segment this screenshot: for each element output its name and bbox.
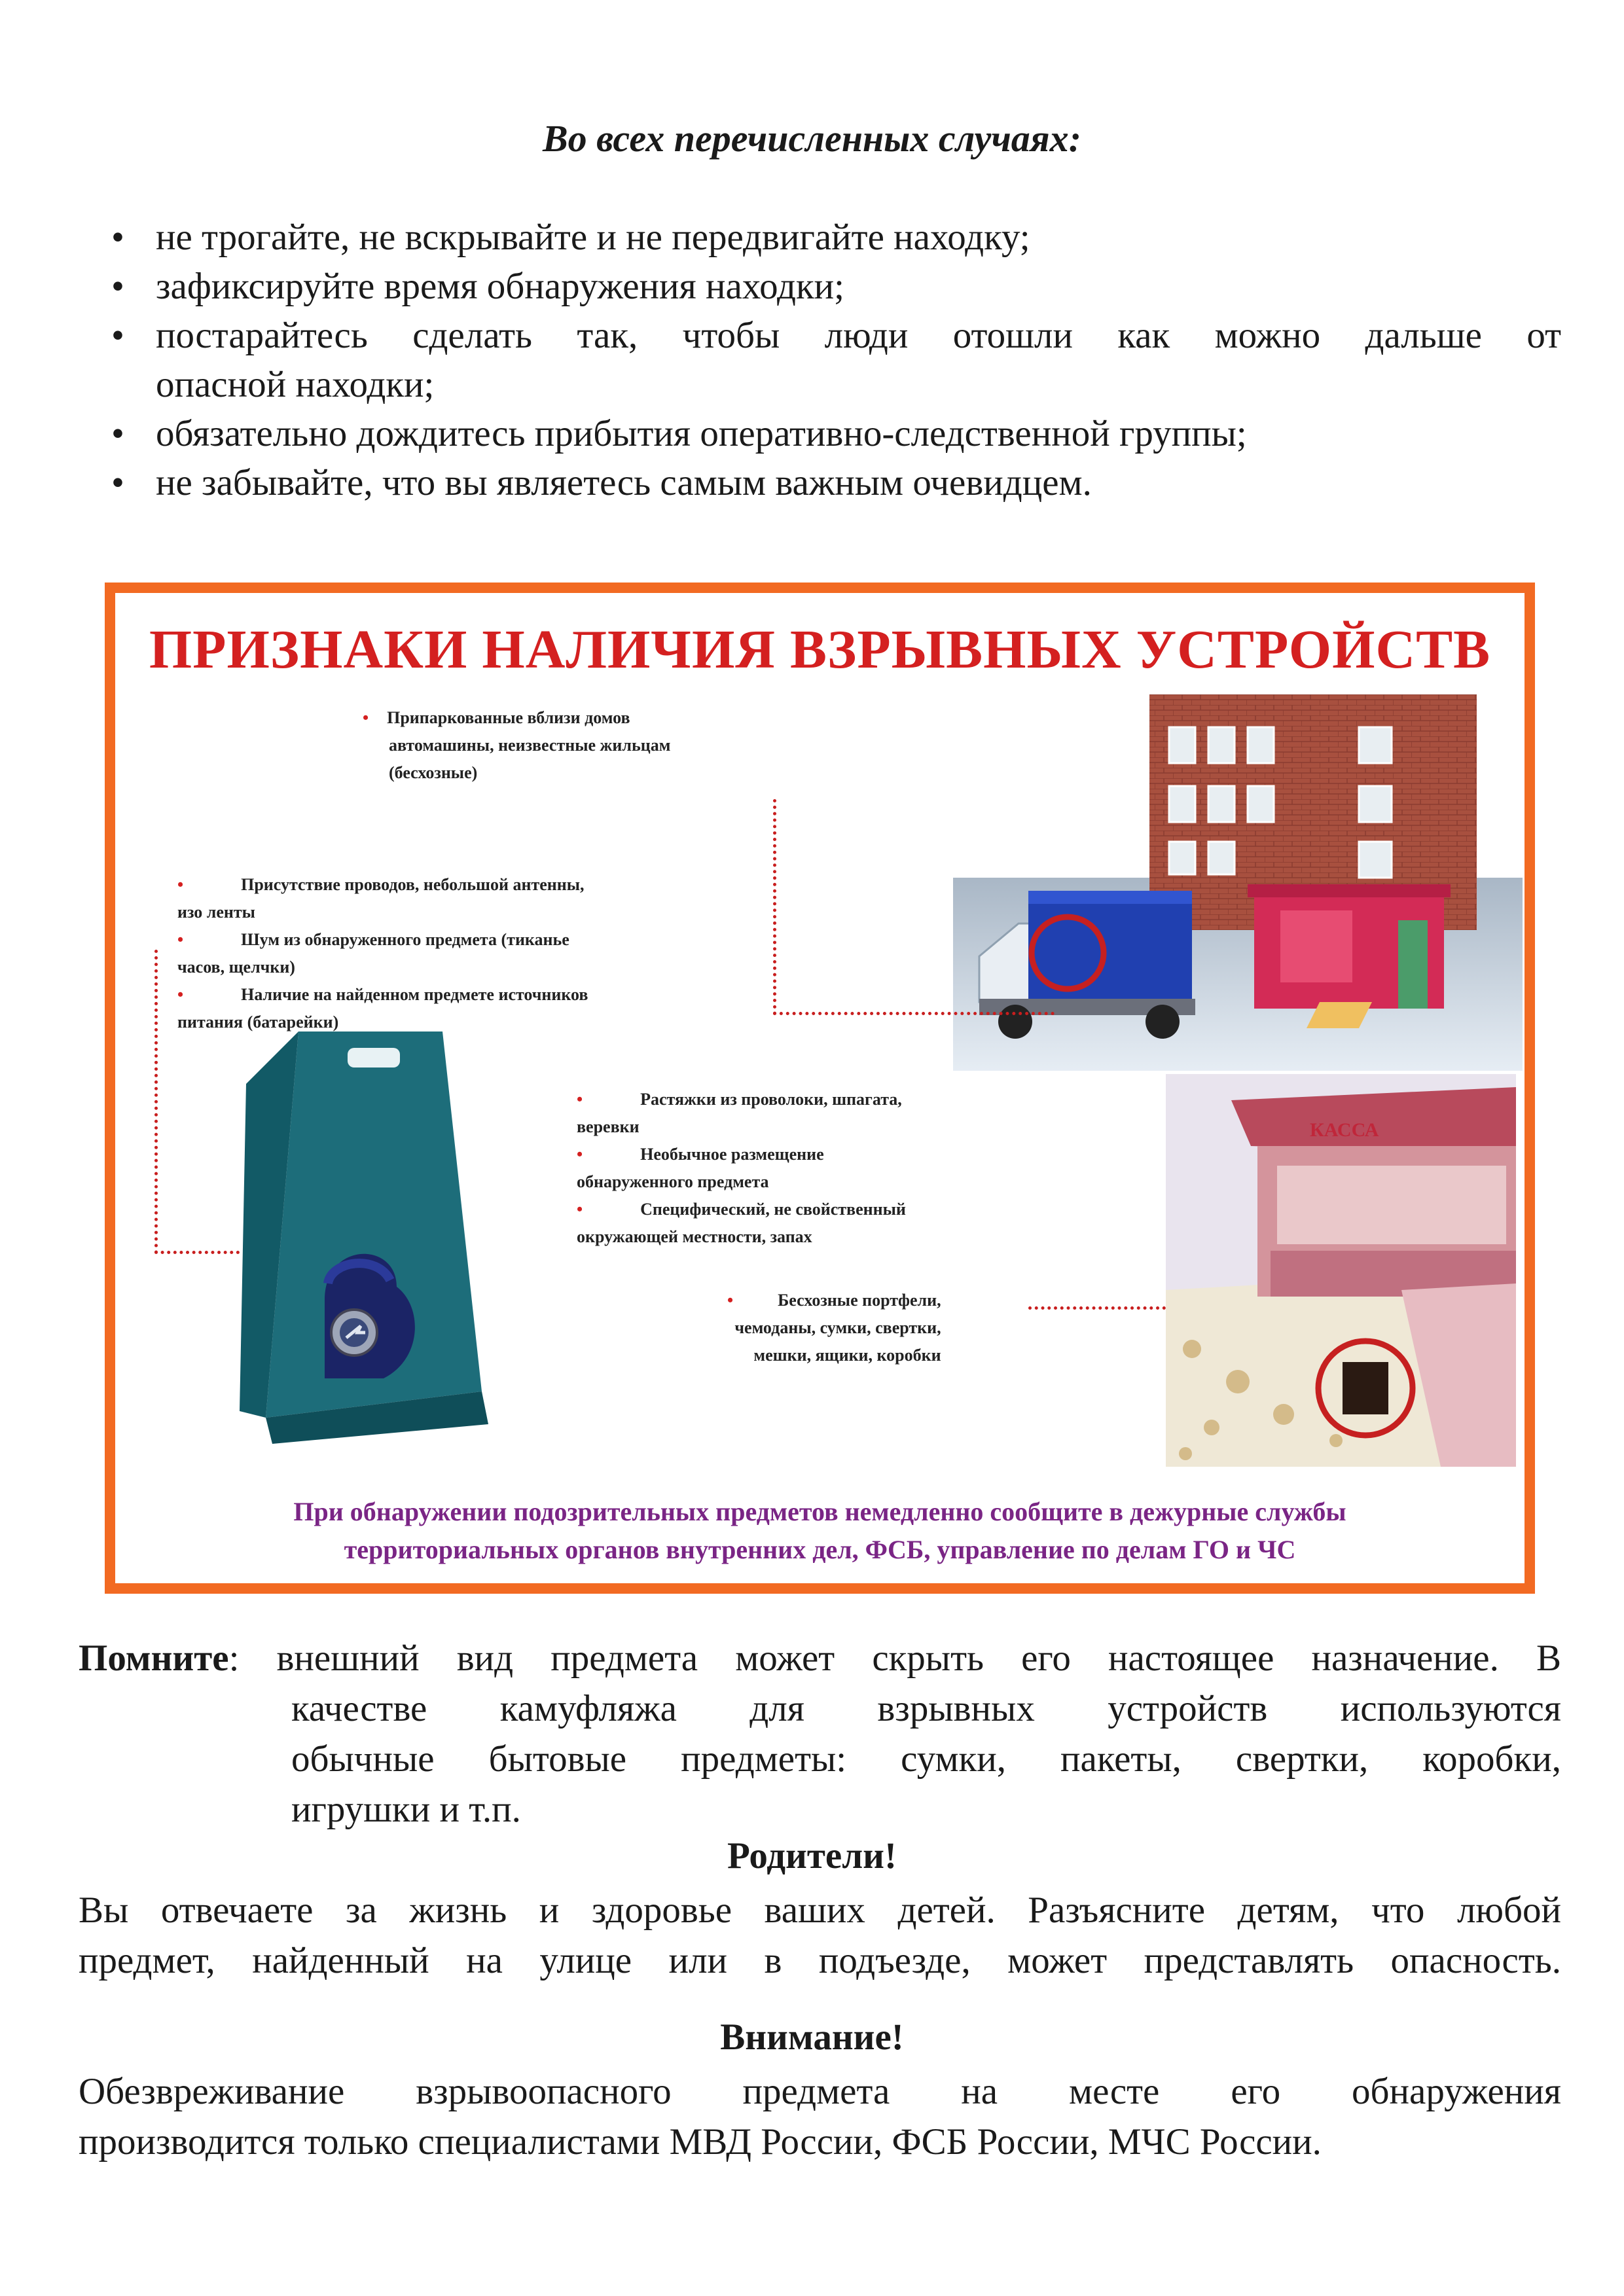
kiosk-illustration <box>1166 1074 1516 1467</box>
signs-wires-noise: • Присутствие проводов, небольшой антенны, изо ленты • Шум из обнаруженного предмета (тиканье часов, щелчки) • Наличие на найденном предмете источников питания (батарейки) <box>177 875 588 1031</box>
remember-line: Помните: внешний вид предмета может скрыть его настоящее назначение. В <box>79 1638 1561 1679</box>
list-item: • не трогайте, не вскрывайте и не передвигайте находку; <box>111 217 1030 258</box>
kiosk-sign: КАССА <box>1310 1119 1379 1141</box>
explosive-signs-poster <box>105 583 1535 1594</box>
remember-line: обычные бытовые предметы: сумки, пакеты, свертки, коробки, <box>291 1738 1561 1780</box>
connector-line <box>773 1012 1055 1015</box>
poster-footer: При обнаружении подозрительных предметов немедленно сообщите в дежурные службы территориальных органов внутренних дел, ФСБ, управление по делам ГО и ЧС <box>293 1497 1346 1564</box>
attention-line: производится только специалистами МВД России, ФСБ России, МЧС России. <box>79 2121 1322 2162</box>
section-heading: Во всех перечисленных случаях: <box>543 117 1081 160</box>
list-item: • обязательно дождитесь прибытия оперативно-следственной группы; <box>111 413 1247 454</box>
connector-line <box>1028 1306 1166 1310</box>
list-item: • не забывайте, что вы являетесь самым важным очевидцем. <box>111 462 1092 503</box>
remember-line: игрушки и т.п. <box>291 1789 521 1830</box>
signs-unattended-bags: • Бесхозные портфели, чемоданы, сумки, свертки, мешки, ящики, коробки <box>727 1291 941 1365</box>
parents-line: Вы отвечаете за жизнь и здоровье ваших детей. Разъясните детям, что любой <box>79 1890 1561 1931</box>
instructions-list <box>111 213 1561 507</box>
attention-line: Обезвреживание взрывоопасного предмета на месте его обнаружения <box>79 2071 1561 2112</box>
parents-line: предмет, найденный на улице или в подъезде, может представлять опасность. <box>79 1940 1561 1981</box>
remember-line: качестве камуфляжа для взрывных устройств используются <box>291 1688 1561 1729</box>
parents-heading: Родители! <box>727 1835 897 1876</box>
remember-label: Помните <box>79 1638 229 1679</box>
signs-parked-cars: • Припаркованные вблизи домов автомашины, неизвестные жильцам (бесхозные) <box>363 708 671 782</box>
attention-heading: Внимание! <box>720 2017 904 2058</box>
signs-tripwires-smell: • Растяжки из проволоки, шпагата, веревки • Необычное размещение обнаруженного предмета • Специфический, не свойственный окружающей местности, запах <box>577 1090 906 1246</box>
connector-line <box>773 799 776 1015</box>
list-item: • постарайтесь сделать так, чтобы люди отошли как можно дальше от <box>111 315 1561 356</box>
connector-line <box>154 950 158 1254</box>
list-item-continuation: опасной находки; <box>156 364 435 405</box>
connector-line <box>154 1251 240 1254</box>
poster-title: ПРИЗНАКИ НАЛИЧИЯ ВЗРЫВНЫХ УСТРОЙСТВ <box>149 619 1491 680</box>
list-item: • зафиксируйте время обнаружения находки; <box>111 266 845 307</box>
bag-illustration <box>226 1025 501 1450</box>
